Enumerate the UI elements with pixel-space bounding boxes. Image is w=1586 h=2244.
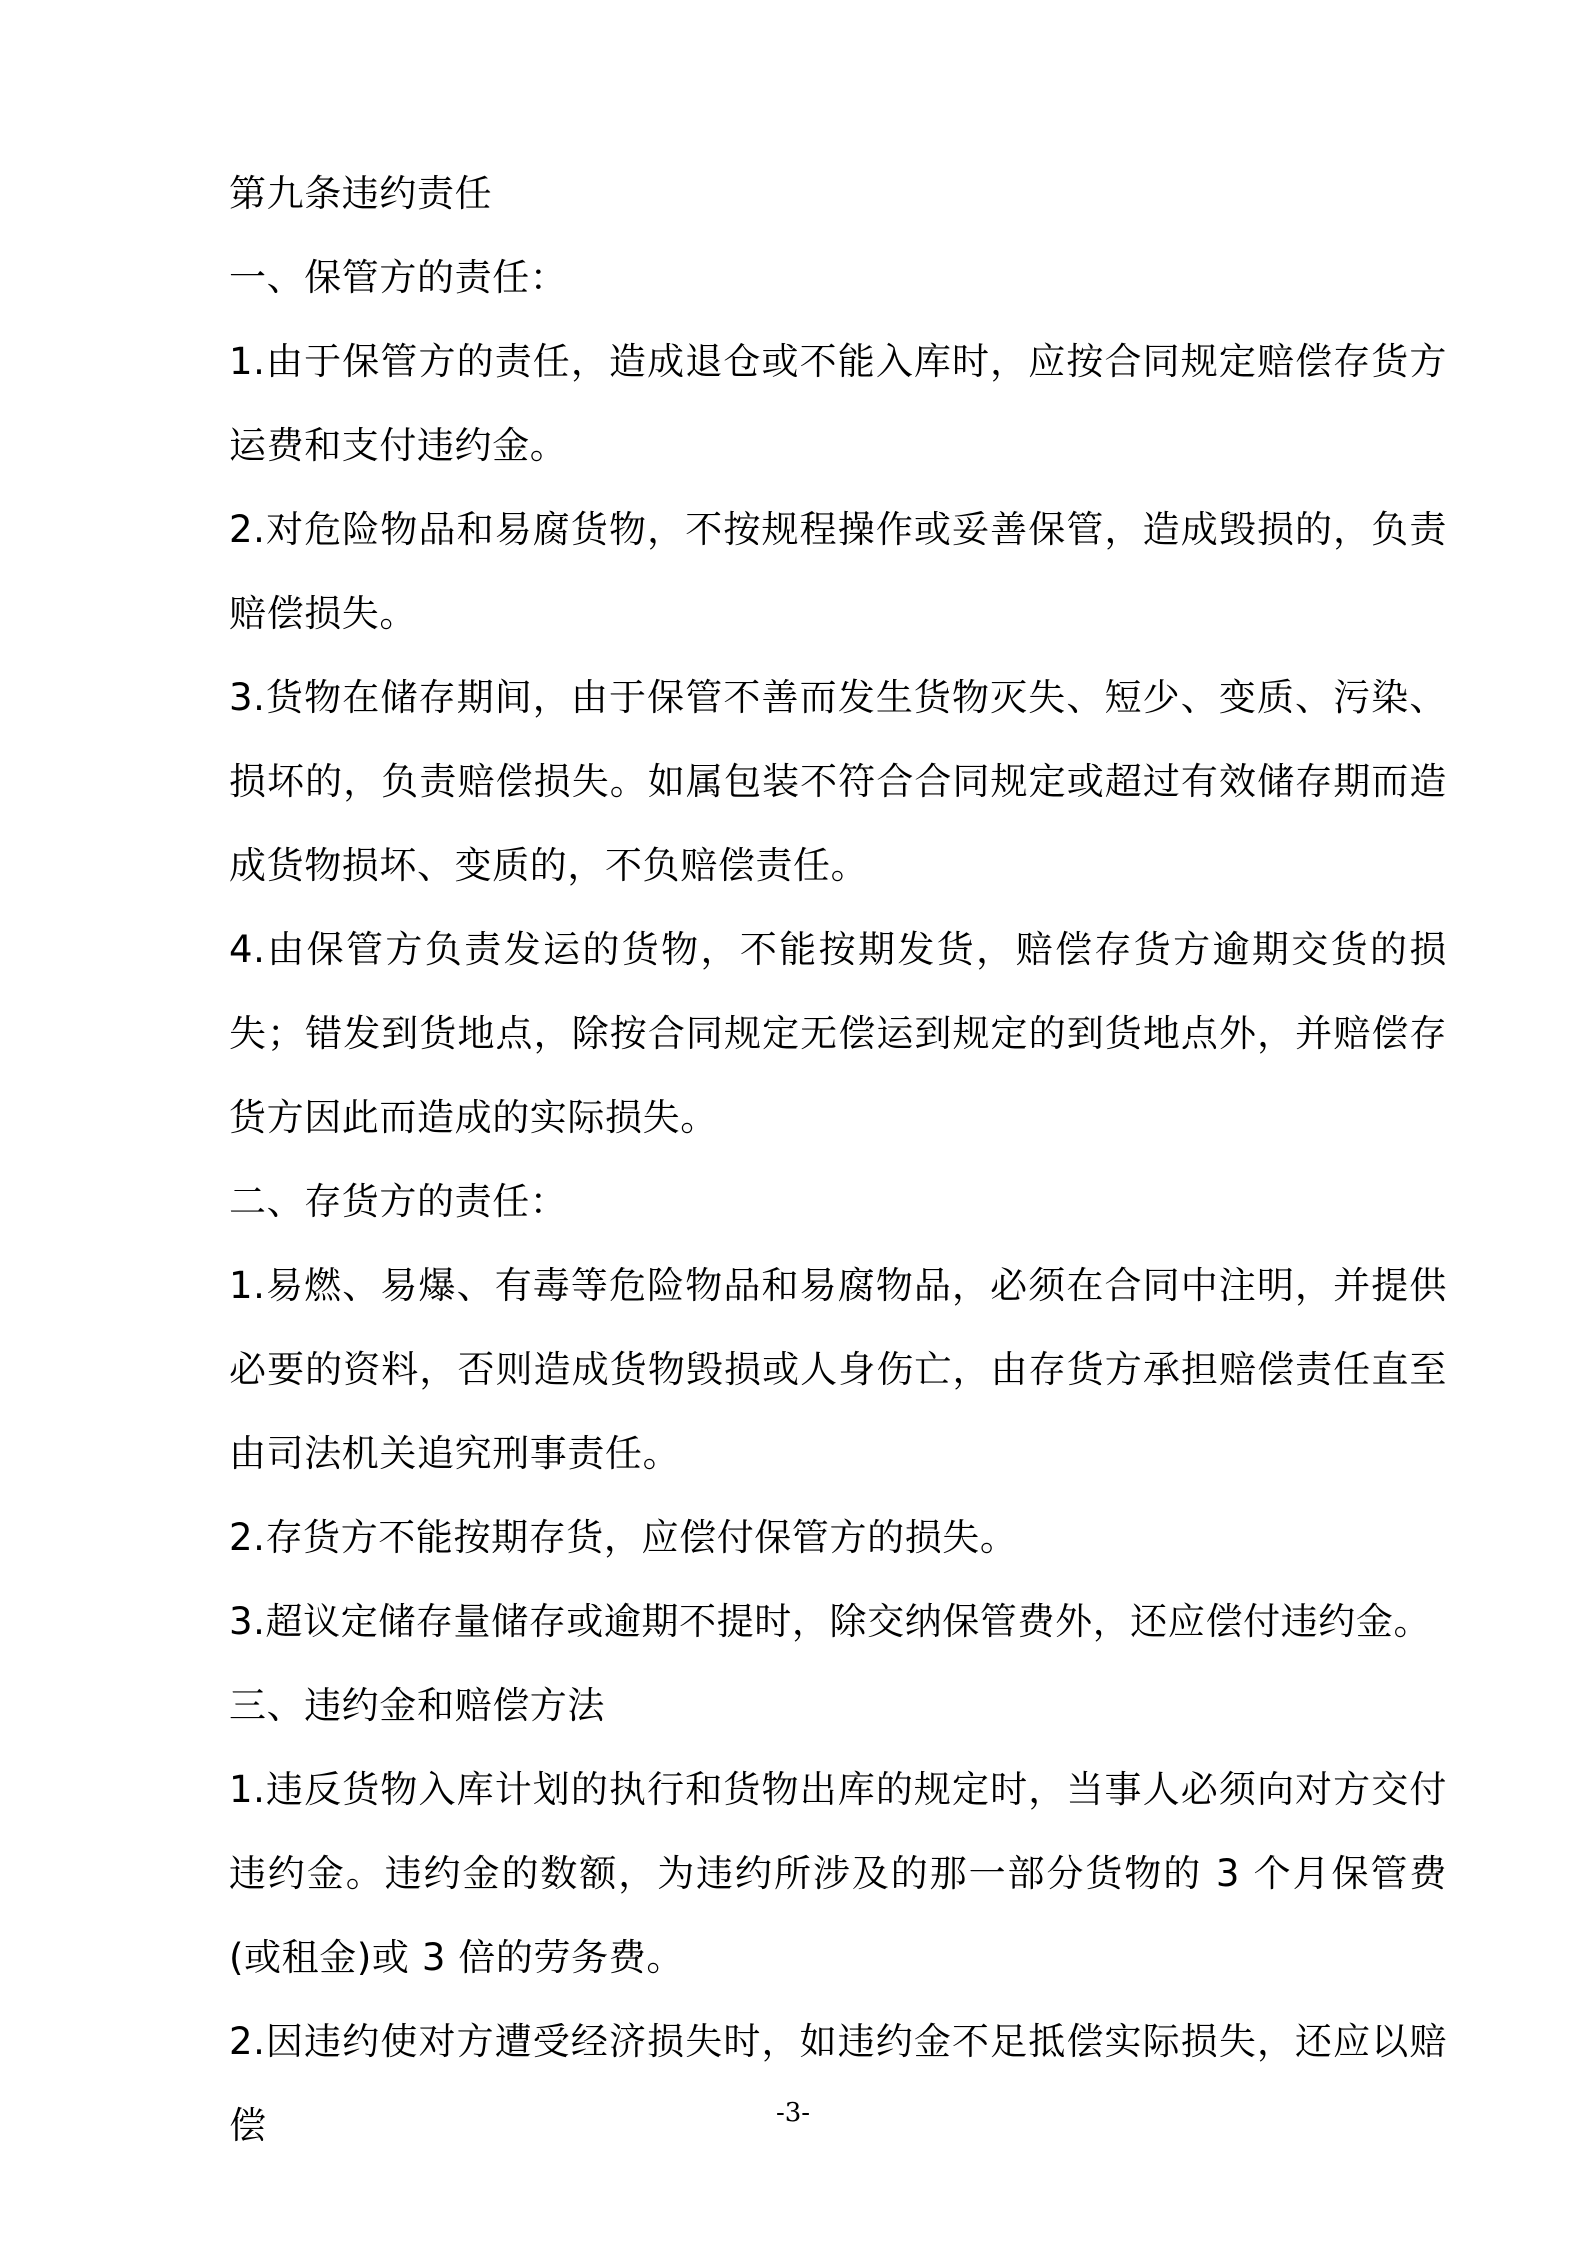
clause-paragraph: 4.由保管方负责发运的货物，不能按期发货，赔偿存货方逾期交货的损失；错发到货地点，除按合同规定无偿运到规定的到货地点外，并赔偿存货方因此而造成的实际损失。 xyxy=(229,928,1447,1139)
page-number: -3- xyxy=(775,2098,811,2128)
clause-paragraph: 1.违反货物入库计划的执行和货物出库的规定时，当事人必须向对方交付违约金。违约金的数额，为违约所涉及的那一部分货物的 3 个月保管费(或租金)或 3 倍的劳务费。 xyxy=(229,1768,1447,1979)
document-body xyxy=(229,152,1447,2168)
section-heading-penalty: 三、违约金和赔偿方法 xyxy=(229,1684,605,1727)
clause-paragraph: 2.因违约使对方遭受经济损失时，如违约金不足抵偿实际损失，还应以赔偿 xyxy=(229,2020,1447,2147)
clause-paragraph: 2.对危险物品和易腐货物，不按规程操作或妥善保管，造成毁损的，负责赔偿损失。 xyxy=(229,508,1447,635)
clause-paragraph: 1.易燃、易爆、有毒等危险物品和易腐物品，必须在合同中注明，并提供必要的资料，否则造成货物毁损或人身伤亡，由存货方承担赔偿责任直至由司法机关追究刑事责任。 xyxy=(229,1264,1447,1475)
clause-paragraph: 1.由于保管方的责任，造成退仓或不能入库时，应按合同规定赔偿存货方运费和支付违约金。 xyxy=(229,340,1447,467)
clause-paragraph: 3.货物在储存期间，由于保管不善而发生货物灭失、短少、变质、污染、损坏的，负责赔偿损失。如属包装不符合合同规定或超过有效储存期而造成货物损坏、变质的，不负赔偿责任。 xyxy=(229,676,1447,887)
clause-paragraph: 2.存货方不能按期存货，应偿付保管方的损失。 xyxy=(229,1516,1018,1559)
section-heading-depositor: 二、存货方的责任： xyxy=(229,1180,568,1223)
clause-paragraph: 3.超议定储存量储存或逾期不提时，除交纳保管费外，还应偿付违约金。 xyxy=(229,1600,1432,1643)
section-heading-custodian: 一、保管方的责任： xyxy=(229,256,568,299)
article-heading: 第九条违约责任 xyxy=(229,172,493,215)
